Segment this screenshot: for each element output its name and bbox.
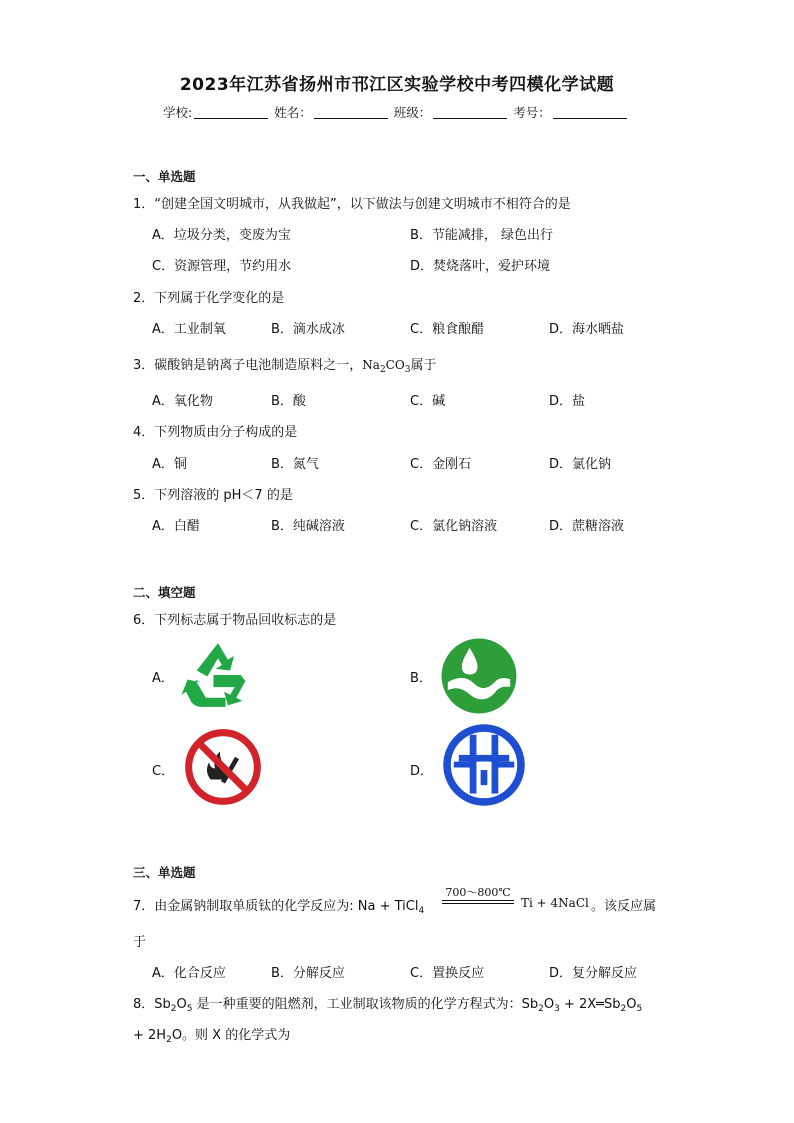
question-3-option-a: A．氧化物 (152, 394, 213, 409)
question-4-option-c: C．金刚石 (410, 457, 472, 472)
blue-logo-icon (442, 723, 526, 807)
question-4-option-b: B．氮气 (271, 457, 319, 472)
question-2-option-b: B．滴水成冰 (271, 322, 345, 337)
question-3-option-c: C．碱 (410, 394, 446, 409)
page-title: 2023年江苏省扬州市邗江区实验学校中考四模化学试题 (179, 75, 615, 95)
question-2-option-a: A．工业制氧 (152, 322, 226, 337)
question-7-stem-pre: 7．由金属钠制取单质钛的化学反应为: Na + TiCl (133, 899, 419, 914)
question-5-option-d: D．蔗糖溶液 (549, 519, 625, 534)
question-1-option-a: A．垃圾分类，变废为宝 (152, 228, 291, 243)
question-6-stem: 6．下列标志属于物品回收标志的是 (133, 613, 337, 628)
question-7-product: Ti + 4NaCl (521, 896, 589, 910)
exam-no-blank (553, 105, 627, 119)
question-4-stem: 4．下列物质由分子构成的是 (133, 425, 298, 440)
section-heading-1: 一、单选题 (133, 169, 196, 184)
section-heading-3: 三、单选题 (133, 865, 196, 880)
sodium-carbonate-formula: $Na_2CO_3$ (362, 358, 411, 375)
water-saving-icon (439, 637, 519, 715)
question-5-stem: 5．下列溶液的 pH＜7 的是 (133, 488, 293, 503)
question-1-stem: 1．“创建全国文明城市，从我做起”，以下做法与创建文明城市不相符合的是 (133, 197, 571, 212)
exam-no-label: 考号： (513, 105, 551, 120)
question-2-option-c: C．粮食酿醋 (410, 322, 485, 337)
question-7-option-d: D．复分解反应 (549, 966, 638, 981)
question-5-option-b: B．纯碱溶液 (271, 519, 345, 534)
question-7-stem-cont: 于 (133, 935, 147, 950)
student-info-line (163, 103, 629, 121)
school-label: 学校: (163, 105, 193, 120)
question-6-option-a-label: A． (152, 671, 174, 686)
no-open-flame-icon (183, 728, 263, 806)
question-1-option-d: D．焚烧落叶，爱护环境 (410, 259, 551, 274)
question-3-stem-pre: 3．碳酸钠是钠离子电池制造原料之一， (133, 358, 363, 373)
question-4-option-d: D．氯化钠 (549, 457, 612, 472)
question-5-option-c: C．氯化钠溶液 (410, 519, 498, 534)
question-2-stem: 2．下列属于化学变化的是 (133, 291, 285, 306)
name-blank (314, 105, 388, 119)
question-6-option-c-label: C． (152, 764, 175, 779)
question-1-option-b: B．节能减排， 绿色出行 (410, 228, 554, 243)
reaction-arrow (442, 884, 514, 914)
question-3-option-b: B．酸 (271, 394, 306, 409)
recycle-icon (180, 637, 256, 713)
question-6-option-d-label: D． (410, 764, 434, 779)
question-3-option-d: D．盐 (549, 394, 586, 409)
question-2-option-d: D．海水晒盐 (549, 322, 625, 337)
name-label: 姓名： (274, 105, 312, 120)
question-8-stem-line-1: 8．$Sb_2O_5$ 是一种重要的阻燃剂，工业制取该物质的化学方程式为：$Sb_2O_3$ + $2X═Sb_2O_5$ (133, 997, 643, 1014)
question-3-stem-post: 属于 (410, 358, 437, 373)
question-5-option-a: A．白醋 (152, 519, 200, 534)
school-blank (194, 105, 268, 119)
section-heading-2: 二、填空题 (133, 585, 196, 600)
class-label: 班级： (393, 105, 432, 120)
question-6-option-b-label: B． (410, 671, 432, 686)
question-7-stem: 7．由金属钠制取单质钛的化学反应为: Na + TiCl$_4$ (133, 899, 425, 916)
question-3-stem (133, 354, 436, 375)
question-7-option-a: A．化合反应 (152, 966, 226, 981)
question-4-option-a: A．铜 (152, 457, 187, 472)
question-7-stem-post: 。该反应属 (591, 899, 657, 914)
reaction-condition: 700～800℃ (445, 886, 511, 899)
question-7-option-b: B．分解反应 (271, 966, 345, 981)
question-7-option-c: C．置换反应 (410, 966, 485, 981)
question-8-stem-line-2: + $2H_2O$。则 X 的化学式为 (133, 1028, 291, 1045)
question-1-option-c: C．资源管理，节约用水 (152, 259, 292, 274)
class-blank (433, 105, 507, 119)
